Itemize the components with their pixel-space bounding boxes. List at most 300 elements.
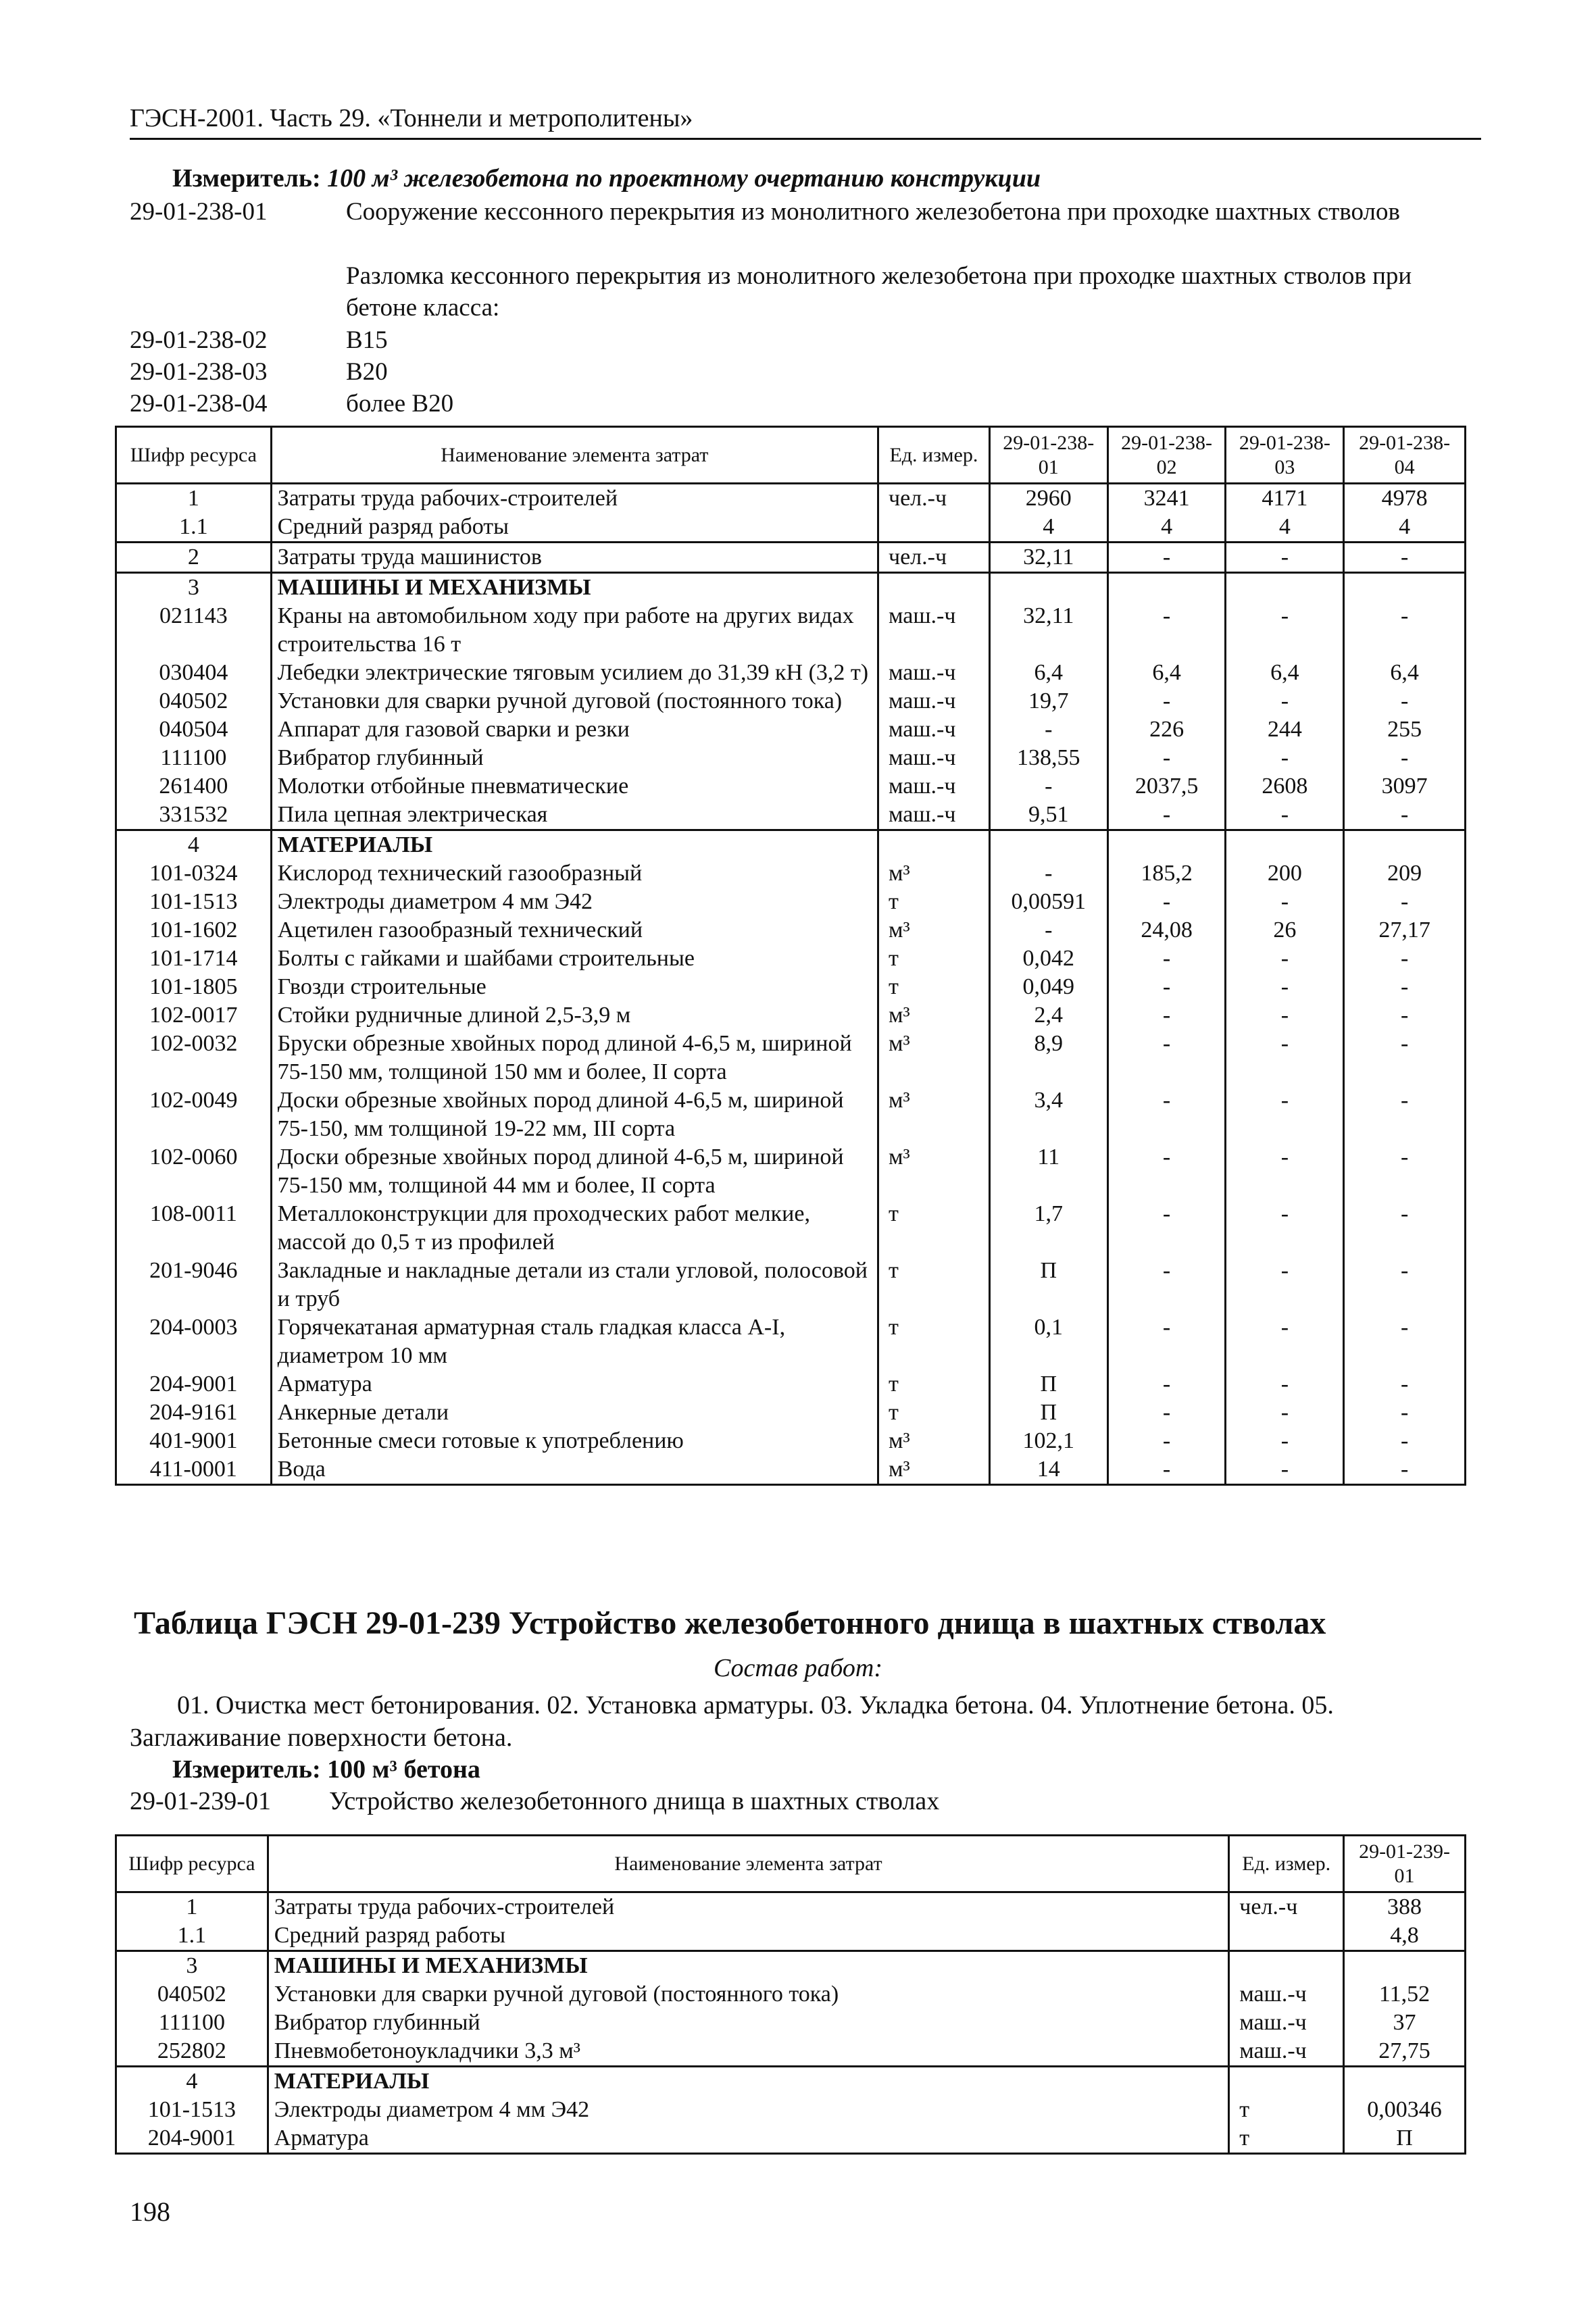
table-cell: 102-0017	[116, 1001, 272, 1030]
table-cell: -	[1107, 1200, 1226, 1257]
table-cell: 19,7	[989, 687, 1107, 715]
table-cell: маш.-ч	[878, 687, 989, 715]
table-cell: т	[878, 945, 989, 973]
table-cell: -	[1400, 1428, 1409, 1453]
resource-code: 29-01-238-04	[130, 390, 268, 418]
table-cell: 401-9001	[116, 1427, 272, 1455]
table-row	[116, 1313, 1466, 1370]
table-cell: 1	[116, 484, 272, 513]
table-cell	[878, 830, 989, 860]
table-cell: 331532	[116, 801, 272, 830]
table-cell: 0,00591	[989, 888, 1107, 916]
table-row	[116, 801, 1466, 830]
table-cell: чел.-ч	[1229, 1892, 1344, 1922]
table-cell: Арматура	[268, 2124, 1229, 2154]
resource-code: 29-01-238-02	[130, 326, 268, 354]
table-cell: Доски обрезные хвойных пород длиной 4-6,5 м, шириной 75-150, мм толщиной 19-22 мм, III сорта	[271, 1086, 878, 1143]
table-row	[116, 1951, 1466, 1981]
table-cell: м³	[878, 1427, 989, 1455]
table-cell: П	[989, 1399, 1107, 1427]
concrete-class: более B20	[346, 390, 454, 418]
table-cell	[1344, 2067, 1466, 2096]
table-cell: 8,9	[989, 1030, 1107, 1086]
table-row	[116, 543, 1466, 573]
table-cell	[878, 573, 989, 603]
composition-title: Состав работ:	[713, 1654, 883, 1682]
table-cell: Электроды диаметром 4 мм Э42	[271, 888, 878, 916]
table-cell: маш.-ч	[878, 744, 989, 772]
concrete-class: B20	[346, 358, 388, 386]
table-cell: Вибратор глубинный	[271, 744, 878, 772]
table-row	[116, 1370, 1466, 1399]
table-cell: -	[1400, 1372, 1409, 1397]
table-cell: МАТЕРИАЛЫ	[268, 2067, 1229, 2096]
table-cell: 4	[1399, 514, 1411, 539]
table-cell: маш.-ч	[878, 715, 989, 744]
table-row	[116, 573, 1466, 603]
table-cell: -	[1400, 946, 1409, 971]
table-cell: Лебедки электрические тяговым усилием до 31,39 кН (3,2 т)	[271, 659, 878, 687]
table-cell: -	[1226, 602, 1344, 659]
table-cell: 021143	[116, 602, 272, 659]
table-cell: 209	[1387, 861, 1422, 886]
table-cell: -	[989, 772, 1107, 801]
table-cell: 4	[1107, 513, 1226, 543]
table-cell: -	[1226, 1257, 1344, 1313]
table-cell: 6,4	[1107, 659, 1226, 687]
column-header: 29-01-238-04	[1344, 427, 1466, 484]
table-row	[116, 2009, 1466, 2037]
table-row	[116, 744, 1466, 772]
table-cell: т	[878, 1399, 989, 1427]
table-cell: -	[1107, 602, 1226, 659]
table-cell: 102-0060	[116, 1143, 272, 1200]
table-row	[116, 2067, 1466, 2096]
table-cell: 24,08	[1107, 916, 1226, 945]
running-header: ГЭСН-2001. Часть 29. «Тоннели и метрополитены»	[130, 101, 1481, 140]
table-cell: 226	[1107, 715, 1226, 744]
table-cell: -	[1107, 1370, 1226, 1399]
table-body	[116, 484, 1466, 1485]
table-cell: т	[878, 1313, 989, 1370]
table-cell: -	[1226, 1399, 1344, 1427]
table-cell: -	[1226, 1200, 1344, 1257]
table-row	[116, 2124, 1466, 2154]
table-cell: маш.-ч	[878, 602, 989, 659]
meter-label: Измеритель:	[172, 1755, 321, 1784]
table-row	[116, 687, 1466, 715]
table-row	[116, 1427, 1466, 1455]
table-cell: 14	[989, 1455, 1107, 1485]
column-header: Наименование элемента затрат	[271, 427, 878, 484]
table-cell: 101-1513	[116, 888, 272, 916]
table-cell: П	[1396, 2126, 1413, 2150]
table-cell: -	[1226, 973, 1344, 1001]
table-cell: Закладные и накладные детали из стали угловой, полосовой и труб	[271, 1257, 878, 1313]
table-cell: Доски обрезные хвойных пород длиной 4-6,5 м, шириной 75-150 мм, толщиной 44 мм и более, II сорта	[271, 1143, 878, 1200]
table-cell	[1229, 2067, 1344, 2096]
table-cell: -	[1107, 1455, 1226, 1485]
table-cell: -	[1107, 945, 1226, 973]
table-cell: 2960	[989, 484, 1107, 513]
table-cell: -	[1107, 888, 1226, 916]
table-cell: маш.-ч	[1229, 2037, 1344, 2067]
table-cell: -	[1226, 1001, 1344, 1030]
column-header: 29-01-238-01	[989, 427, 1107, 484]
table-cell: 32,11	[989, 543, 1107, 573]
table-cell	[1229, 1921, 1344, 1951]
table-cell: -	[1400, 603, 1409, 628]
table-cell: -	[1400, 1201, 1409, 1226]
table-cell: -	[1400, 1315, 1409, 1340]
table-cell: 4	[116, 2067, 268, 2096]
table-cell: 102,1	[989, 1427, 1107, 1455]
table-cell	[878, 513, 989, 543]
table-row	[116, 1200, 1466, 1257]
table-cell	[1107, 573, 1226, 603]
meter-label: Измеритель:	[172, 164, 321, 193]
table-cell: -	[1107, 1399, 1226, 1427]
table-cell: Краны на автомобильном ходу при работе на других видах строительства 16 т	[271, 602, 878, 659]
table-cell: т	[1229, 2096, 1344, 2124]
table-cell: -	[1400, 1400, 1409, 1425]
table-cell: МАШИНЫ И МЕХАНИЗМЫ	[268, 1951, 1229, 1981]
table-cell: Установки для сварки ручной дуговой (постоянного тока)	[271, 687, 878, 715]
table-cell: 244	[1226, 715, 1344, 744]
table-cell: Пневмобетоноукладчики 3,3 м³	[268, 2037, 1229, 2067]
table-cell: 101-1714	[116, 945, 272, 973]
table-cell: 261400	[116, 772, 272, 801]
table-cell: Стойки рудничные длиной 2,5-3,9 м	[271, 1001, 878, 1030]
meter-value: 100 м³ железобетона по проектному очертанию конструкции	[327, 164, 1041, 193]
column-header: 29-01-238-03	[1226, 427, 1344, 484]
table-cell: 138,55	[989, 744, 1107, 772]
table-cell: маш.-ч	[1229, 2009, 1344, 2037]
table-cell: 3241	[1107, 484, 1226, 513]
table-body	[116, 1892, 1466, 2154]
table-cell: 2,4	[989, 1001, 1107, 1030]
table-cell: 108-0011	[116, 1200, 272, 1257]
table-cell: 101-1805	[116, 973, 272, 1001]
column-header: 29-01-238-02	[1107, 427, 1226, 484]
table-row	[116, 888, 1466, 916]
table-cell	[1107, 830, 1226, 860]
table-cell	[1229, 1951, 1344, 1981]
table-cell: -	[1226, 1030, 1344, 1086]
table-cell: -	[1107, 1257, 1226, 1313]
table-cell: 4	[116, 830, 272, 860]
table-cell: 204-9001	[116, 1370, 272, 1399]
meter-value: 100 м³ бетона	[327, 1755, 480, 1784]
table-cell: 111100	[116, 2009, 268, 2037]
table-cell: Болты с гайками и шайбами строительные	[271, 945, 878, 973]
table-cell: 040502	[116, 687, 272, 715]
table-cell: 27,17	[1378, 917, 1430, 942]
table-cell: -	[989, 916, 1107, 945]
table-cell: м³	[878, 916, 989, 945]
table-cell: -	[1107, 687, 1226, 715]
table-cell: -	[1226, 744, 1344, 772]
table-row	[116, 1257, 1466, 1313]
table-cell: П	[989, 1370, 1107, 1399]
table-cell: -	[1107, 543, 1226, 573]
table-cell: 4	[989, 513, 1107, 543]
table-cell: Анкерные детали	[271, 1399, 878, 1427]
table-cell: 204-9001	[116, 2124, 268, 2154]
table-cell: чел.-ч	[878, 484, 989, 513]
table-cell: 255	[1387, 717, 1422, 742]
table-cell: Кислород технический газообразный	[271, 859, 878, 888]
table-cell: -	[1107, 744, 1226, 772]
table-cell: -	[1226, 1455, 1344, 1485]
table-cell: -	[1400, 745, 1409, 770]
table-cell	[989, 573, 1107, 603]
table-cell: маш.-ч	[878, 801, 989, 830]
table-cell	[1344, 1951, 1466, 1981]
table-cell	[989, 830, 1107, 860]
table-row	[116, 916, 1466, 945]
table-cell: 111100	[116, 744, 272, 772]
table-cell: -	[989, 859, 1107, 888]
table-cell: 9,51	[989, 801, 1107, 830]
table-cell: -	[1226, 888, 1344, 916]
table-cell: 0,1	[989, 1313, 1107, 1370]
table-cell: -	[1400, 1088, 1409, 1113]
table-cell: -	[1400, 889, 1409, 914]
table-cell: -	[1107, 1030, 1226, 1086]
table-cell: 040502	[116, 1980, 268, 2009]
table-cell: Металлоконструкции для проходческих работ мелкие, массой до 0,5 т из профилей	[271, 1200, 878, 1257]
table-cell: 4	[1226, 513, 1344, 543]
table-cell: 6,4	[1226, 659, 1344, 687]
table-cell: Бетонные смеси готовые к употреблению	[271, 1427, 878, 1455]
resource-table-239	[115, 1834, 1466, 2155]
table-cell: -	[1400, 1003, 1409, 1028]
table-cell: Арматура	[271, 1370, 878, 1399]
column-header: Ед. измер.	[1229, 1836, 1344, 1892]
table-cell: -	[1400, 688, 1409, 713]
table-cell: Пила цепная электрическая	[271, 801, 878, 830]
table-cell: 1.1	[116, 1921, 268, 1951]
table-cell: 0,049	[989, 973, 1107, 1001]
table-cell: -	[1226, 1143, 1344, 1200]
table-cell: 4,8	[1390, 1923, 1419, 1948]
table-cell: т	[878, 973, 989, 1001]
table-row	[116, 1086, 1466, 1143]
table-row	[116, 1001, 1466, 1030]
table-cell: Ацетилен газообразный технический	[271, 916, 878, 945]
table-cell: 0,042	[989, 945, 1107, 973]
resource-code: 29-01-238-03	[130, 358, 268, 386]
table-cell: 3	[116, 573, 272, 603]
table-cell: -	[1400, 1031, 1409, 1056]
table-cell	[1226, 830, 1344, 860]
resource-code: 29-01-239-01	[130, 1787, 271, 1815]
table-cell: 200	[1226, 859, 1344, 888]
table-cell: 6,4	[989, 659, 1107, 687]
table-cell: Затраты труда рабочих-строителей	[268, 1892, 1229, 1922]
table-cell: 030404	[116, 659, 272, 687]
table-cell: 204-9161	[116, 1399, 272, 1427]
table-cell: 101-0324	[116, 859, 272, 888]
table-cell: т	[878, 1257, 989, 1313]
work-description: Сооружение кессонного перекрытия из монолитного железобетона при проходке шахтных стволов	[346, 198, 1400, 226]
table-cell: 411-0001	[116, 1455, 272, 1485]
page-number: 198	[130, 2196, 170, 2227]
resource-table-238	[115, 426, 1466, 1486]
table-cell: маш.-ч	[1229, 1980, 1344, 2009]
table-cell: -	[1226, 1313, 1344, 1370]
table-cell: 3	[116, 1951, 268, 1981]
table-row	[116, 973, 1466, 1001]
table-cell: маш.-ч	[878, 659, 989, 687]
table-cell: м³	[878, 1455, 989, 1485]
table-cell: -	[1107, 801, 1226, 830]
column-header: Шифр ресурса	[116, 1836, 268, 1892]
table-cell: м³	[878, 1001, 989, 1030]
table-cell: Затраты труда машинистов	[271, 543, 878, 573]
table-row	[116, 484, 1466, 513]
table-cell: -	[1226, 543, 1344, 573]
table-cell: -	[1344, 543, 1466, 573]
table-cell: П	[989, 1257, 1107, 1313]
meter-line-238	[172, 164, 1041, 193]
table-cell: 2608	[1226, 772, 1344, 801]
table-cell: м³	[878, 859, 989, 888]
table-row	[116, 945, 1466, 973]
resource-code: 29-01-238-01	[130, 198, 268, 226]
table-row	[116, 602, 1466, 659]
table-cell: МАТЕРИАЛЫ	[271, 830, 878, 860]
table-cell: т	[878, 888, 989, 916]
table-cell: -	[1400, 1145, 1409, 1169]
meter-line-239	[172, 1755, 480, 1784]
table-cell: 32,11	[989, 602, 1107, 659]
table-cell	[1226, 573, 1344, 603]
table-cell: -	[1107, 973, 1226, 1001]
table-cell: 185,2	[1107, 859, 1226, 888]
table-cell: Установки для сварки ручной дуговой (постоянного тока)	[268, 1980, 1229, 2009]
table-cell: МАШИНЫ И МЕХАНИЗМЫ	[271, 573, 878, 603]
table-cell: 2	[116, 543, 272, 573]
table-cell: Горячекатаная арматурная сталь гладкая класса А-I, диаметром 10 мм	[271, 1313, 878, 1370]
table-cell: -	[1107, 1427, 1226, 1455]
table-cell: 101-1602	[116, 916, 272, 945]
table-cell: -	[1107, 1313, 1226, 1370]
table-cell: м³	[878, 1143, 989, 1200]
table-cell: 1	[116, 1892, 268, 1922]
table-cell: -	[1107, 1086, 1226, 1143]
table-cell: 101-1513	[116, 2096, 268, 2124]
table-row	[116, 659, 1466, 687]
table-cell: 4978	[1344, 484, 1466, 513]
table-cell: Молотки отбойные пневматические	[271, 772, 878, 801]
table-cell: 388	[1344, 1892, 1466, 1922]
table-cell	[1344, 573, 1466, 603]
table-cell: 0,00346	[1367, 2097, 1442, 2122]
table-cell: -	[989, 715, 1107, 744]
table-cell: -	[1400, 1258, 1409, 1283]
table-row	[116, 1892, 1466, 1922]
column-header: Наименование элемента затрат	[268, 1836, 1229, 1892]
table-cell: 4171	[1226, 484, 1344, 513]
table-cell: -	[1107, 1001, 1226, 1030]
concrete-class: B15	[346, 326, 388, 354]
table-cell: -	[1400, 974, 1409, 999]
column-header: Ед. измер.	[878, 427, 989, 484]
table-cell: -	[1226, 801, 1344, 830]
table-row	[116, 2096, 1466, 2124]
table-cell: 204-0003	[116, 1313, 272, 1370]
table-cell: Средний разряд работы	[268, 1921, 1229, 1951]
table-cell: -	[1400, 802, 1409, 827]
table-cell: -	[1226, 1370, 1344, 1399]
table-row	[116, 1030, 1466, 1086]
table-cell: чел.-ч	[878, 543, 989, 573]
table-cell: Вибратор глубинный	[268, 2009, 1229, 2037]
work-description: Разломка кессонного перекрытия из монолитного железобетона при проходке шахтных стволов при бетоне класса:	[346, 262, 1412, 322]
table-cell: 26	[1226, 916, 1344, 945]
table-cell: 27,75	[1378, 2038, 1430, 2063]
column-header: Шифр ресурса	[116, 427, 272, 484]
table-cell: 201-9046	[116, 1257, 272, 1313]
table-cell: Гвозди строительные	[271, 973, 878, 1001]
table-cell: 3,4	[989, 1086, 1107, 1143]
table-cell: 040504	[116, 715, 272, 744]
table-row	[116, 830, 1466, 860]
table-cell: 1.1	[116, 513, 272, 543]
table-row	[116, 859, 1466, 888]
table-row	[116, 513, 1466, 543]
table-row	[116, 772, 1466, 801]
table-cell: 6,4	[1390, 660, 1419, 685]
table-cell: Электроды диаметром 4 мм Э42	[268, 2096, 1229, 2124]
table-row	[116, 1455, 1466, 1485]
table-cell: 3097	[1381, 774, 1428, 799]
table-cell: 11,52	[1378, 1982, 1430, 2007]
table-cell	[1344, 830, 1466, 860]
table-cell: Средний разряд работы	[271, 513, 878, 543]
table-row	[116, 2037, 1466, 2067]
table-cell: 252802	[116, 2037, 268, 2067]
table-row	[116, 1921, 1466, 1951]
table-row	[116, 1399, 1466, 1427]
table-row	[116, 715, 1466, 744]
table-cell: Вода	[271, 1455, 878, 1485]
table-cell: -	[1107, 1143, 1226, 1200]
table-cell: -	[1400, 1457, 1409, 1482]
table-cell: 2037,5	[1107, 772, 1226, 801]
table-cell: 1,7	[989, 1200, 1107, 1257]
table-cell: 37	[1393, 2010, 1416, 2035]
table-cell: 102-0049	[116, 1086, 272, 1143]
table-cell: Аппарат для газовой сварки и резки	[271, 715, 878, 744]
table-cell: т	[1229, 2124, 1344, 2154]
composition-text: 01. Очистка мест бетонирования. 02. Установка арматуры. 03. Укладка бетона. 04. Уплотнение бетона. 05. Заглаживание поверхности бетона.	[130, 1691, 1334, 1752]
table-cell: м³	[878, 1086, 989, 1143]
table-title: Таблица ГЭСН 29-01-239 Устройство железобетонного днища в шахтных стволах	[134, 1605, 1326, 1641]
table-cell: 102-0032	[116, 1030, 272, 1086]
work-description: Устройство железобетонного днища в шахтных стволах	[329, 1787, 940, 1815]
table-cell: 11	[989, 1143, 1107, 1200]
table-cell: Бруски обрезные хвойных пород длиной 4-6,5 м, шириной 75-150 мм, толщиной 150 мм и более, II сорта	[271, 1030, 878, 1086]
table-cell: маш.-ч	[878, 772, 989, 801]
table-cell: -	[1226, 945, 1344, 973]
table-row	[116, 1980, 1466, 2009]
table-cell: м³	[878, 1030, 989, 1086]
table-cell: т	[878, 1200, 989, 1257]
table-row	[116, 1143, 1466, 1200]
